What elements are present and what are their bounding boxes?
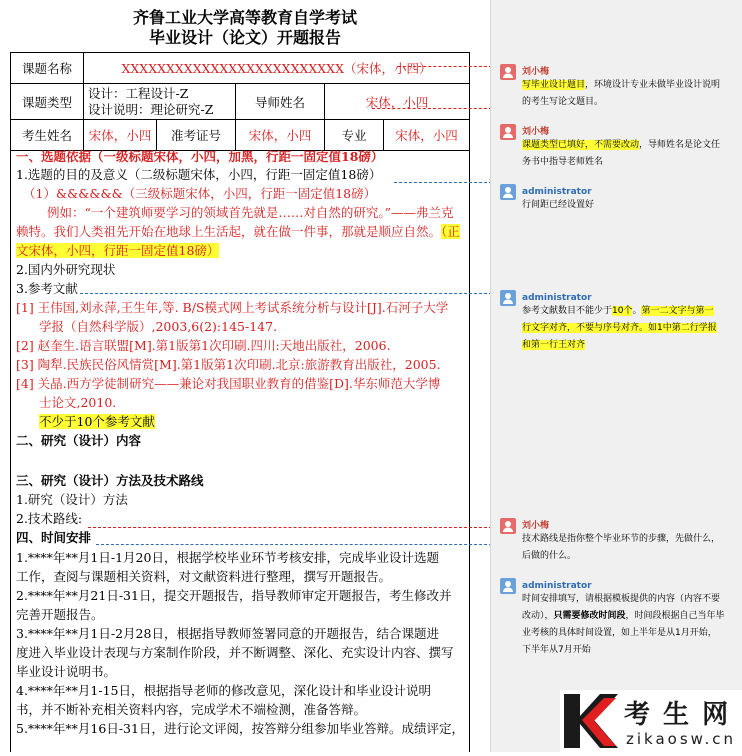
comment-highlight: 课题类型已填好，不需要改动 (522, 140, 640, 150)
comment-5-connector (88, 527, 492, 528)
min-references-note (39, 413, 465, 431)
topic-type-line2: 设计说明：理论研究-Z (88, 101, 214, 117)
reference-2: [2] 赵奎生.语言联盟[M].第1版第1次印刷.四川:天地出版社，2006. (16, 338, 391, 353)
subsection-1-1-text: 1.选题的目的及意义（二级标题宋体，小四，行距一固定值18磅） (16, 167, 382, 182)
student-name-label: 考生姓名 (11, 120, 84, 151)
section-4-heading: 四、时间安排 (16, 530, 92, 545)
section-2-heading: 二、研究（设计）内容 (16, 433, 142, 448)
subsection-1-1a-text: （1）&&&&&&（三级标题宋体，小四，行距一固定值18磅） (23, 186, 377, 201)
example-line-2-highlight: （正 (441, 224, 460, 239)
user-avatar-icon (500, 64, 516, 80)
schedule-2-line-1: 2.****年**月21日-31日，提交开题报告，指导教师审定开题报告，考生修改并 (16, 588, 452, 603)
schedule-4-line-2: 书，并不断补充相关资料内容，完成学术不端检测，准备答辩。 (16, 702, 367, 717)
subsection-3-2: 2.技术路线: (16, 511, 83, 526)
advisor-label: 导师姓名 (236, 84, 325, 120)
topic-type-label: 课题类型 (11, 84, 84, 120)
major-value[interactable]: 宋体，小四 (384, 120, 470, 151)
schedule-1-line-1: 1.****年**月1日-1月20日，根据学校毕业环节考核安排，完成毕业设计选题 (16, 550, 439, 565)
user-avatar-icon (500, 124, 516, 140)
subsection-3-1: 1.研究（设计）方法 (16, 492, 128, 507)
logo-brand-text: 考 生 网 (624, 700, 731, 730)
comment-highlight: 10个 (612, 306, 633, 316)
comment-text: 技术路线是指你整个毕业环节的步骤，先做什么， (522, 534, 721, 544)
schedule-5-line-1: 5.****年**月16日-31日，进行论文评阅，按答辩分组参加毕业答辩。成绩评定， (16, 721, 464, 736)
section-3-heading: 三、研究（设计）方法及技术路线 (16, 473, 204, 488)
comment-1[interactable] (500, 64, 732, 114)
comment-text-mid: 。 (632, 306, 642, 316)
document-subtitle: 毕业设计（论文）开题报告 (148, 28, 341, 47)
comment-3-connector (394, 182, 492, 183)
comment-author: 刘小梅 (522, 127, 550, 137)
section-1-heading (16, 148, 465, 166)
comment-4[interactable] (500, 290, 732, 358)
site-logo (560, 690, 742, 752)
comment-text-line2-bold: 只需要修改时间段 (553, 611, 626, 621)
min-references-text: 不少于10个参考文献 (39, 414, 155, 429)
example-line-2 (16, 223, 465, 241)
user-avatar-icon (500, 290, 516, 306)
comment-body (522, 137, 732, 171)
comment-text-line4: 下半年从7月开始 (522, 645, 591, 655)
comment-body (522, 77, 732, 111)
reference-1-line-1: [1] 王伟国,刘永萍,王生年,等. B/S模式网上考试系统分析与设计[J].石河子大学 (16, 300, 449, 315)
major-label: 专业 (325, 120, 384, 151)
comment-text: 时间安排填写，请根据模板提供的内容（内容不要 (522, 594, 721, 604)
schedule-3-line-2: 度进入毕业设计表现与方案制作阶段，并不断调整、深化、充实设计内容、撰写 (16, 645, 454, 660)
example-line-2-text: 赖特。我们人类祖先开始在地球上生活起，就在做一件事，那就是顺应自然。 (16, 224, 442, 239)
exam-id-label: 准考证号 (157, 120, 236, 151)
schedule-2-line-2: 完善开题报告。 (16, 607, 104, 622)
comment-6-connector (96, 544, 492, 545)
user-avatar-icon (500, 518, 516, 534)
comment-text-line2-post: ，时间段根据自己当年毕 (625, 611, 725, 621)
comment-author: 刘小梅 (522, 521, 550, 531)
comment-text-line2-pre: 改动）， (522, 611, 554, 621)
report-body (10, 148, 470, 752)
subsection-1-2: 2.国内外研究现状 (16, 262, 116, 277)
reference-3: [3] 陶犁.民族民俗风情赏[M].第1版第1次印刷.北京:旅游教育出版社，2005. (16, 357, 441, 372)
comment-4-connector (80, 293, 492, 294)
topic-type-value[interactable] (84, 84, 236, 120)
section-1-heading-text: 一、选题依据（一级标题宋体，小四，加黑，行距一固定值18磅） (16, 149, 384, 164)
comment-3[interactable] (500, 184, 732, 218)
comment-author: administrator (522, 187, 592, 197)
document-title: 齐鲁工业大学高等教育自学考试 (132, 8, 357, 27)
reference-4-line-2: 士论文,2010. (39, 395, 117, 410)
student-name-value[interactable]: 宋体，小四 (84, 120, 157, 151)
comment-body: 行间距已经设置好 (522, 200, 595, 210)
exam-id-value[interactable]: 宋体，小四 (236, 120, 325, 151)
schedule-1-line-2: 工作，查阅与课题相关资料，对文献资料进行整理，撰写开题报告。 (16, 569, 392, 584)
comment-text-line2: 后做的什么。 (522, 551, 577, 561)
comment-1-connector (398, 66, 492, 67)
schedule-3-line-1: 3.****年**月1日-2月28日，根据指导教师签署同意的开题报告，结合课题进 (16, 626, 439, 641)
comment-text: ，导师姓名是论文任 (639, 140, 721, 150)
advisor-value[interactable]: 宋体，小四 (325, 84, 470, 120)
schedule-3-line-3: 毕业设计说明书。 (16, 664, 117, 679)
user-avatar-icon (500, 578, 516, 594)
example-line-3-text: 文宋体，小四，行距一固定值18磅） (16, 243, 220, 258)
comment-text-line3: 业考核的具体时间设置，如上半年是从1月开始， (522, 628, 717, 638)
topic-name-value[interactable]: XXXXXXXXXXXXXXXXXXXXXXXXX（宋体，小四） (84, 53, 470, 84)
comment-text: 参考文献数目不能少于 (522, 306, 613, 316)
schedule-4-line-1: 4.****年**月1-15日，根据指导老师的修改意见，深化设计和毕业设计说明 (16, 683, 432, 698)
comment-author: administrator (522, 293, 592, 303)
comment-body (522, 591, 732, 659)
comment-highlight-line2: 行文字对齐，不要与序号对齐。如1中第二行学报 (522, 323, 717, 333)
comment-highlight-2: 第一二文字与第一 (641, 306, 714, 316)
comment-text-line2: 的考生写论文题目。 (522, 97, 604, 107)
subsection-1-3: 3.参考文献 (16, 281, 78, 296)
topic-type-line1: 设计：工程设计-Z (88, 85, 189, 101)
comment-6[interactable] (500, 578, 732, 662)
example-line-3 (16, 242, 465, 260)
comment-5[interactable] (500, 518, 732, 566)
comment-body (522, 303, 732, 354)
reference-1-line-2: 学报（自然科学版）,2003,6(2):145-147. (39, 319, 278, 334)
example-line-1: 例如：“一个建筑师要学习的领域首先就是……对自然的研究。”——弗兰克 (47, 205, 454, 220)
comment-text: ，环境设计专业未做毕业设计说明 (585, 80, 721, 90)
comment-body (522, 531, 732, 565)
comment-2[interactable] (500, 124, 732, 174)
comment-text-line2: 务书中指导老师姓名 (522, 157, 604, 167)
comment-author: 刘小梅 (522, 67, 550, 77)
comment-2-connector (372, 108, 492, 109)
comment-highlight: 写毕业设计题目 (522, 80, 586, 90)
subsection-1-1a (23, 185, 465, 203)
topic-name-label: 课题名称 (11, 53, 84, 84)
user-avatar-icon (500, 184, 516, 200)
logo-domain-text: zikaosw.cn (626, 730, 737, 748)
comment-author: administrator (522, 581, 592, 591)
reference-4-line-1: [4] 关晶.西方学徒制研究——兼论对我国职业教育的借鉴[D].华东师范大学博 (16, 376, 441, 391)
comment-highlight-line3: 和第一行王对齐 (522, 340, 586, 350)
